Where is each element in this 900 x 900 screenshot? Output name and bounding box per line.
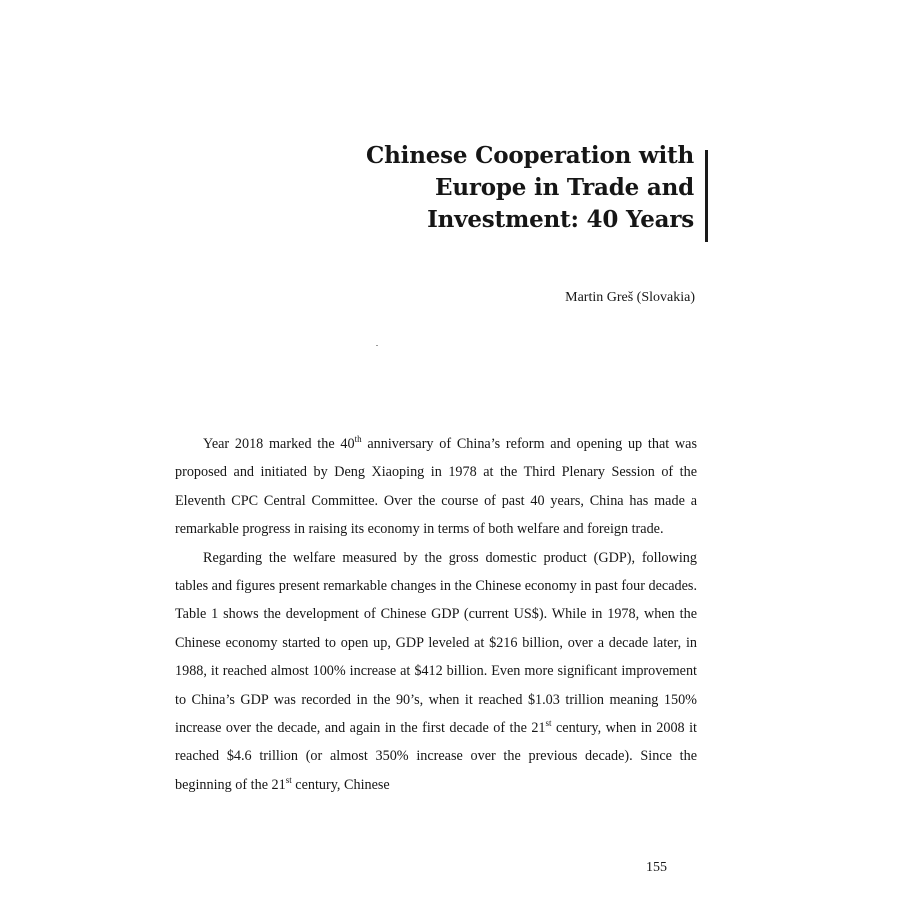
scan-speck [376,345,378,346]
chapter-title [334,140,708,236]
ordinal-superscript: st [285,774,292,785]
paragraph-1-text-b: anniversary of China’s reform and opening up that was proposed and initiated by Deng Xiaoping in 1978 at the Third Plenary Session of the Eleventh CPC Central Committee. Over the course of past 40 years, China has made a remarkable progress in raising its economy in terms of both welfare and foreign trade. [175,436,697,538]
chapter-title-line-2: Europe in Trade and [435,174,694,201]
chapter-title-line-1: Chinese Cooperation with [366,142,694,169]
title-vertical-rule [705,150,708,242]
ordinal-superscript: st [545,718,552,729]
page-number: 155 [646,860,667,875]
paragraph-2-text-a: Regarding the welfare measured by the gross domestic product (GDP), following tables and figures present remarkable changes in the Chinese economy in past four decades. Table 1 shows the development of Chinese GDP (current US$). While in 1978, when the Chinese economy started to open up, GDP leveled at $216 billion, over a decade later, in 1988, it reached almost 100% increase at $412 billion. Even more significant improvement to China’s GDP was recorded in the 90’s, when it reached $1.03 trillion meaning 150% increase over the decade, and again in the first decade of the 21 [175,549,697,737]
author-byline: Martin Greš (Slovakia) [565,290,695,305]
paragraph-2 [175,544,697,800]
ordinal-superscript: th [354,434,362,444]
chapter-title-line-3: Investment: 40 Years [427,206,694,233]
paragraph-2-text-b: century, when in 2008 it reached $4.6 trillion (or almost 350% increase over the previous decade). Since the beginning of the 21 [175,720,697,793]
body-text [175,430,697,799]
paragraph-1-text-a: Year 2018 marked the 40 [203,436,355,452]
paragraph-1 [175,430,697,544]
paragraph-2-text-c: century, Chinese [291,776,390,793]
